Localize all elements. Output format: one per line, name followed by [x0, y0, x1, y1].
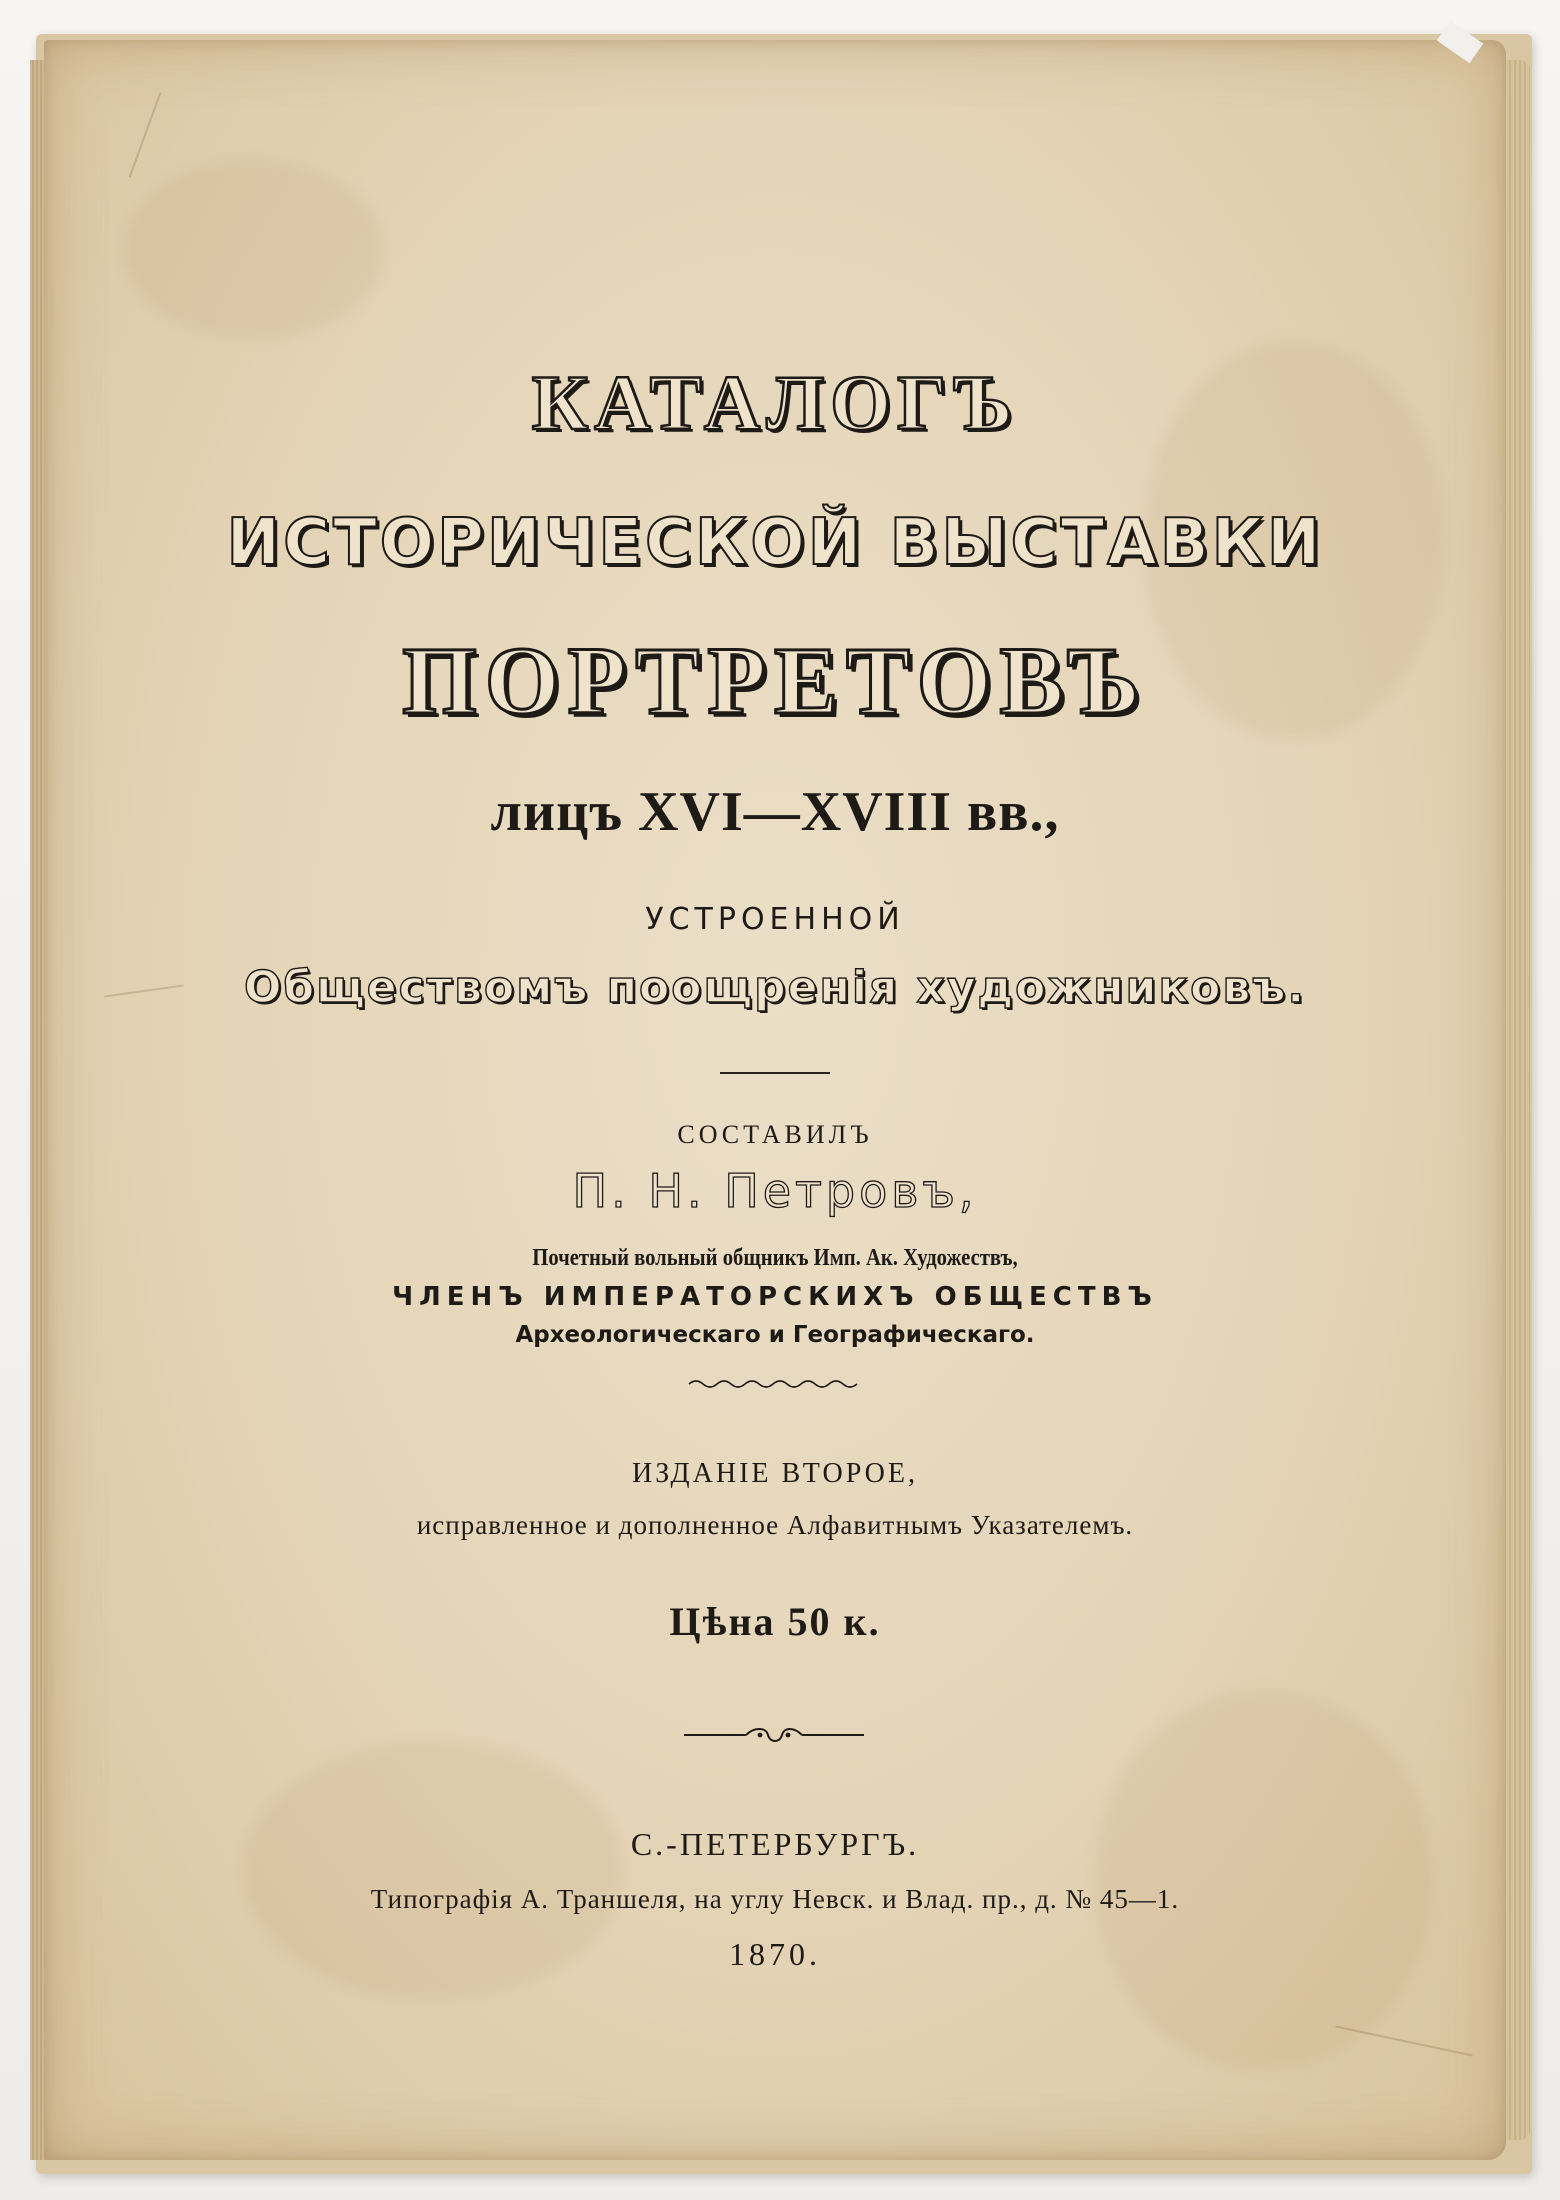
divider-rule: [720, 1072, 830, 1074]
author-name: П. Н. Петровъ,: [572, 1164, 978, 1218]
imprint-city: С.-ПЕТЕРБУРГЪ.: [630, 1826, 920, 1862]
author-credential-1: Почетный вольный общникъ Имп. Ак. Художествъ,: [532, 1245, 1018, 1271]
price-label: Цѣна 50 к.: [669, 1599, 881, 1644]
author-credential-2: ЧЛЕНЪ ИМПЕРАТОРСКИХЪ ОБЩЕСТВЪ: [392, 1282, 1158, 1312]
subtitle-society: Обществомъ поощренія художниковъ.: [243, 962, 1307, 1013]
imprint-printer: Типографія А. Траншеля, на углу Невск. и Влад. пр., д. № 45—1.: [370, 1884, 1180, 1914]
cover-text: [44, 40, 1506, 2160]
subtitle-organized: УСТРОЕННОЙ: [645, 902, 905, 937]
title-historical-exhibition: ИСТОРИЧЕСКОЙ ВЫСТАВКИ: [226, 506, 1324, 580]
edition-description: исправленное и дополненное Алфавитнымъ Указателемъ.: [416, 1510, 1134, 1540]
title-catalog: КАТАЛОГЪ: [531, 359, 1019, 446]
title-centuries: лицъ XVI—XVIII вв.,: [490, 781, 1060, 843]
compiled-by-label: СОСТАВИЛЪ: [677, 1120, 873, 1149]
title-portraits: ПОРТРЕТОВЪ: [402, 627, 1148, 734]
edition-label: ИЗДАНІЕ ВТОРОЕ,: [631, 1458, 918, 1489]
ornament-divider: [684, 1724, 864, 1746]
wavy-divider: [684, 1376, 864, 1392]
author-credential-3: Археологическаго и Географическаго.: [515, 1322, 1035, 1348]
imprint-year: 1870.: [729, 1936, 821, 1972]
